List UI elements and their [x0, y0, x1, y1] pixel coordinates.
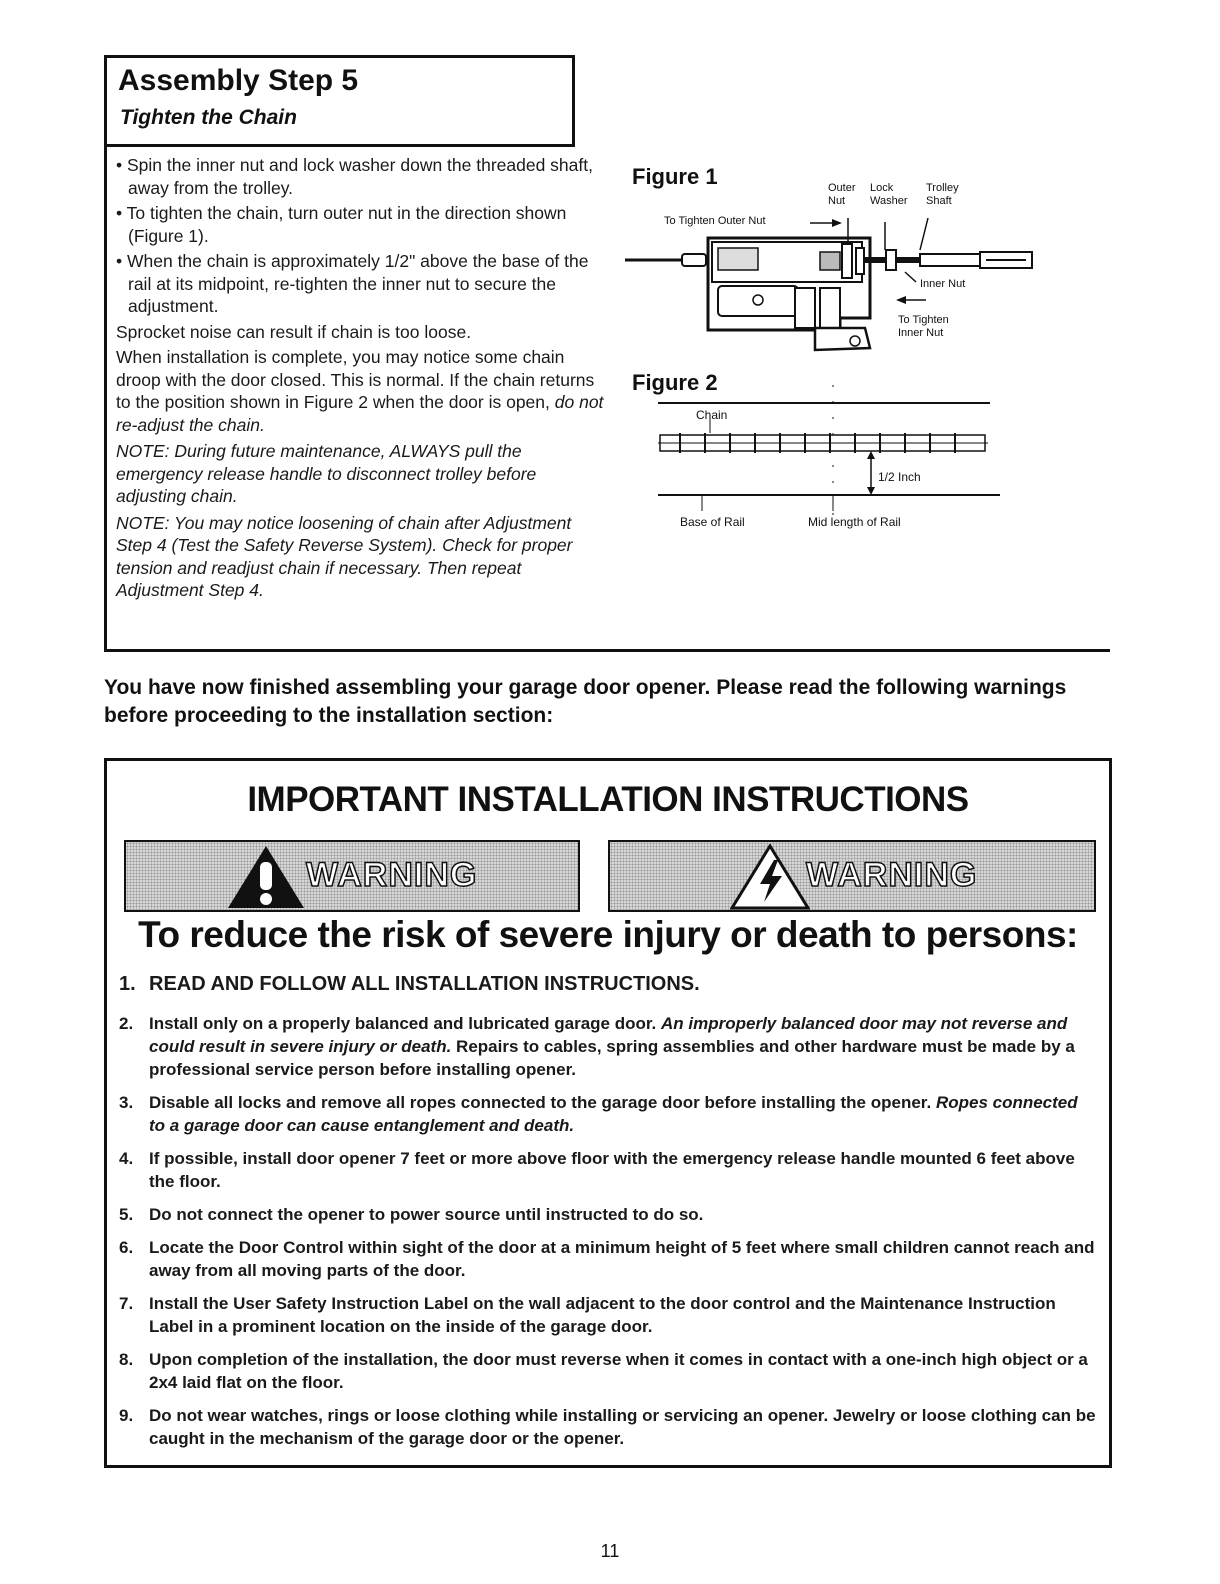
step-bullet: • When the chain is approximately 1/2" above the base of the rail at its midpoint, re-tighten the inner nut to secure the adjustment. [116, 251, 589, 316]
to-tighten-inner-label: To Tighten Inner Nut [898, 314, 949, 339]
item-number: 6. [119, 1238, 134, 1257]
item-number: 1. [119, 973, 136, 995]
item-number: 5. [119, 1205, 134, 1224]
note-loosening: NOTE: You may notice loosening of chain after Adjustment Step 4 (Test the Safety Reverse System). Check for proper tension and readjust chain if necessary. Then repeat Adjustment Step 4. [116, 512, 573, 600]
finished-assembly-intro: You have now finished assembling your garage door opener. Please read the following warnings before proceeding to the installation section: [104, 676, 1067, 727]
assembly-step-header [104, 55, 575, 147]
item-number: 3. [119, 1093, 134, 1112]
note-maintenance: NOTE: During future maintenance, ALWAYS pull the emergency release handle to disconnect trolley before adjusting chain. [116, 441, 537, 506]
list-item: 3. Disable all locks and remove all ropes connected to the garage door before installing the opener. Ropes connected to a garage door can cause entanglement and death. [119, 1093, 1078, 1135]
warning-banner-right [608, 840, 1096, 912]
figure2-title: Figure 2 [632, 370, 718, 395]
list-item: 4. If possible, install door opener 7 feet or more above floor with the emergency release handle mounted 6 feet above the floor. [119, 1149, 1075, 1191]
figure2-diagram [650, 385, 1000, 520]
important-title: IMPORTANT INSTALLATION INSTRUCTIONS [247, 780, 969, 819]
step-instructions [116, 154, 606, 605]
step-bullet: • To tighten the chain, turn outer nut in the direction shown (Figure 1). [116, 203, 567, 246]
list-item: 8. Upon completion of the installation, the door must reverse when it comes in contact with a one-inch high object or a 2x4 laid flat on the floor. [119, 1350, 1088, 1392]
item-number: 8. [119, 1350, 134, 1369]
step-title: Assembly Step 5 [118, 64, 359, 97]
step-bullet: • Spin the inner nut and lock washer down the threaded shaft, away from the trolley. [116, 155, 593, 198]
item-number: 4. [119, 1149, 134, 1168]
list-item: 9. Do not wear watches, rings or loose clothing while installing or servicing an opener. Jewelry or loose clothing can be caught in the mechanism of the garage door or the opener. [119, 1406, 1096, 1448]
trolley-shaft-label: Trolley Shaft [926, 182, 959, 207]
chain-label: Chain [696, 408, 728, 422]
item-number: 2. [119, 1014, 134, 1033]
warning-label: WARNING [306, 856, 478, 894]
list-item: 2. Install only on a properly balanced and lubricated garage door. An improperly balanced door may not reverse and could result in severe injury or death. Repairs to cables, spring assemblies and other hardware must be made by a professional service person before installing opener. [119, 1014, 1075, 1079]
list-item: 7. Install the User Safety Instruction Label on the wall adjacent to the door control and the Maintenance Instruction Label in a prominent location on the inside of the garage door. [119, 1294, 1056, 1336]
warning-banner-left [124, 840, 580, 912]
item-number: 7. [119, 1294, 134, 1313]
item-number: 9. [119, 1406, 134, 1425]
list-item: 6. Locate the Door Control within sight of the door at a minimum height of 5 feet where small children cannot reach and away from all moving parts of the door. [119, 1238, 1095, 1280]
step-subtitle: Tighten the Chain [120, 106, 297, 129]
inner-nut-label: Inner Nut [920, 278, 966, 290]
install-note-emphasis: do not re-adjust the chain. [116, 392, 604, 435]
mid-length-label: Mid length of Rail [808, 515, 901, 529]
page-number: 11 [600, 1541, 620, 1561]
list-item: 1. READ AND FOLLOW ALL INSTALLATION INSTRUCTIONS. [116, 970, 1096, 998]
install-note: When installation is complete, you may notice some chain droop with the door closed. This is normal. If the chain returns to the position shown in Figure 2 when the door is open, do not re-adjust the chain. [116, 347, 604, 435]
outer-nut-label: Outer Nut [828, 182, 856, 207]
list-item: 5. Do not connect the opener to power source until instructed to do so. [119, 1205, 704, 1224]
installation-instructions-list [116, 970, 1096, 1460]
base-of-rail-label: Base of Rail [680, 515, 745, 529]
warning-label: WARNING [806, 856, 978, 894]
half-inch-label: 1/2 Inch [878, 470, 921, 484]
to-tighten-outer-label: To Tighten Outer Nut [664, 215, 766, 227]
exclamation-triangle-icon [226, 844, 306, 910]
electric-shock-triangle-icon [730, 844, 810, 910]
risk-title: To reduce the risk of severe injury or death to persons: [138, 914, 1078, 955]
noise-note: Sprocket noise can result if chain is too loose. [116, 321, 472, 342]
figure1-title: Figure 1 [632, 164, 718, 189]
lock-washer-label: Lock Washer [870, 182, 908, 207]
